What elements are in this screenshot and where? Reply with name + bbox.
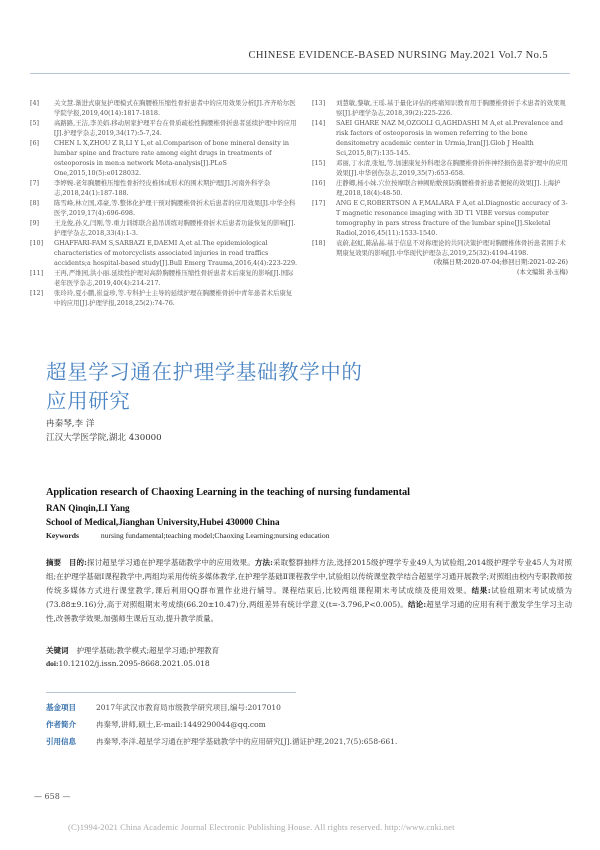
reference-item xyxy=(312,158,568,178)
reference-text: GHAFFARI-FAM S,SARBAZI E,DAEMI A,et al.The epidemiological characteristics of motorcyclists associated injuries in road traffics accidents;a hospital-based study[J].Bull Emerg Trauma,2016,4(4):223-229. xyxy=(54,239,298,267)
article-title-line-2: 应用研究 xyxy=(46,389,131,413)
reference-number: [6] xyxy=(30,139,40,147)
reference-text: 王龙俊,孙义,闫刚,等.重力训练联合悬吊训练对胸腰椎骨折术后患者功能恢复的影响[J].护理学杂志,2018,33(4):1-3. xyxy=(54,219,296,237)
citation-text: 冉秦琴,李洋.超星学习通在护理学基础教学中的应用研究[J].循证护理,2021,7(5):658-661. xyxy=(96,737,398,746)
keywords-en-text: nursing fundamental;teaching model;Chaoxing Learning;nursing education xyxy=(100,531,330,540)
fund-text: 2017年武汉市教育局市级教学研究项目,编号:2017010 xyxy=(96,703,281,712)
citation-label: 引用信息 xyxy=(46,737,76,746)
reference-item xyxy=(30,198,298,218)
reference-text: 庄静卿,杨小妹.穴位按摩联合神阙贴敷预防胸腰椎骨折患者便秘的效果[J].上海护理,2018,18(4):48-50. xyxy=(336,179,561,197)
reference-item xyxy=(30,268,298,288)
reference-number: [14] xyxy=(312,119,326,127)
article-title-en: Application research of Chaoxing Learning in the teaching of nursing fundamental xyxy=(46,487,411,498)
references-left-column xyxy=(30,98,298,308)
reference-item xyxy=(312,238,568,258)
abstract-zh xyxy=(46,556,572,626)
reference-item xyxy=(30,178,298,198)
reference-number: [10] xyxy=(30,239,44,247)
doi xyxy=(46,659,210,668)
keywords-en xyxy=(46,531,330,540)
article-title-line-1: 超星学习通在护理学基础教学中的 xyxy=(46,360,363,384)
method-text: 采取整群抽样方法,选择2015级护理学专业49人为试验组,2014级护理学专业45人为对照组;在护理学基础Ⅰ课程教学中,两组均采用传统多媒体教学,在护理学基础Ⅱ课程教学中,试验组以传统课堂教学结合超星学习通开展教学;对照组由校内专职教师按传统多媒体方式进行课堂教学,课后利用QQ群布置作业进行辅导。课程结束后,比较两组课程期末考试成绩及使用效果。 xyxy=(46,558,573,595)
article-title-zh xyxy=(46,358,363,416)
reference-text: 陈雪峰,林立国,邓豪,等.整体化护理干预对胸腰椎骨折术后患者的应用效果[J].中华全科医学,2019,17(4):696-698. xyxy=(54,199,296,217)
affiliation-en: School of Medical,Jianghan University,Hubei 430000 China xyxy=(46,517,280,527)
reference-text: CHEN L X,ZHOU Z R,LI Y L,et al.Comparison of bone mineral density in lumbar spine and fracture rate among eight drugs in treatments of osteoporosis in men:a network Meta-analysis[J].PLoS One,2015,10(5):e0128032. xyxy=(54,139,289,177)
reference-text: 李婷婉.老年胸腰椎压缩性骨折经皮椎体成形术的围术期护理[J].河南外科学杂志,2018,24(1):187-188. xyxy=(54,179,271,197)
fund-info xyxy=(46,702,281,713)
result-label: 结果: xyxy=(471,586,491,595)
authors-zh: 冉秦琴,李 洋 xyxy=(46,419,95,429)
reference-number: [16] xyxy=(312,179,326,187)
running-header: CHINESE EVIDENCE-BASED NURSING May.2021 Vol.7 No.5 xyxy=(248,50,548,61)
reference-text: SAEI GHARE NAZ M,OZGOLI G,AGHDASHI M A,et al.Prevalence and risk factors of osteoporosis in women referring to the bone densitometry academic center in Urmia,Iran[J].Glob J Health Sci,2015,8(7):135-145. xyxy=(336,119,563,157)
reference-number: [4] xyxy=(30,99,40,107)
reference-number: [15] xyxy=(312,159,326,167)
keywords-zh-label: 关键词 xyxy=(46,646,69,655)
meta-rule xyxy=(46,692,296,693)
reference-number: [17] xyxy=(312,199,326,207)
reference-number: [9] xyxy=(30,219,40,227)
reference-text: ANG E C,ROBERTSON A F,MALARA F A,et al.Diagnostic accuracy of 3-T magnetic resonance imaging with 3D T1 VIBE versus computer tomography in pars stress fracture of the lumbar spine[J].Skeletal Radiol,2016,45(11):1533-1540. xyxy=(336,199,568,237)
author-info xyxy=(46,719,266,730)
reference-item xyxy=(30,288,298,308)
reference-number: [12] xyxy=(30,289,44,297)
doi-label: doi: xyxy=(46,659,59,668)
copyright-footer: (C)1994-2021 China Academic Journal Electronic Publishing House. All rights reserved. http://www.cnki.net xyxy=(68,822,455,832)
authors-en: RAN Qinqin,LI Yang xyxy=(46,503,130,513)
goal-text: 探讨超星学习通在护理学基础教学中的应用效果。 xyxy=(86,558,255,567)
reference-item xyxy=(30,118,298,138)
reference-item xyxy=(312,118,568,158)
reference-text: 张玲玲,夏小鹏,崔益珍,等.专科护士主导的延续护理在胸腰椎骨折中青年患者术后康复中的应用[J].护理学报,2018,25(2):74-76. xyxy=(54,289,293,307)
author-info-label: 作者简介 xyxy=(46,720,76,729)
reference-number: [18] xyxy=(312,239,326,247)
reference-text: 袁蔚,赵虹,陈晶晶.基于信息不对称理论的共同决策护理对胸腰椎体骨折患者围手术期康复效果的影响[J].中华现代护理杂志,2019,25(32):4194-4198. xyxy=(336,239,566,257)
reference-number: [7] xyxy=(30,179,40,187)
result-text: 试验组期末考试成绩为(73.88±9.16)分,高于对照组期末考成绩(66.20±10.47)分,两组差异有统计学意义(t=-3.796,P<0.005)。 xyxy=(46,586,573,609)
doi-text: 10.12102/j.issn.2095-8668.2021.05.018 xyxy=(58,659,210,668)
reference-item xyxy=(30,138,298,178)
goal-label: 目的: xyxy=(68,558,87,567)
reference-number: [13] xyxy=(312,99,326,107)
reference-text: 关文慧.渐进式康复护理模式在胸腰椎压缩性骨折患者中的应用效果分析[J].齐齐哈尔医学院学报,2019,40(14):1817-1818. xyxy=(54,99,296,117)
reference-text: 刘慧敏,黎敏,王瑶.基于量化评估的疼痛知识教育用于胸腰椎骨折手术患者的效果观察[J].护理学杂志,2018,39(2):225-226. xyxy=(336,99,566,117)
references-right-column xyxy=(312,98,568,278)
reference-item xyxy=(30,218,298,238)
reference-number: [11] xyxy=(30,269,44,277)
reference-number: [8] xyxy=(30,199,40,207)
conclusion-label: 结论: xyxy=(407,600,427,609)
abstract-label: 摘要 xyxy=(46,558,62,567)
keywords-zh-text: 护理学基础;教学模式;超星学习通;护理教育 xyxy=(76,646,220,655)
reference-text: 王再,严维园,洪小丽.延续性护理对高龄胸腰椎压缩性骨折患者术后康复的影响[J].国际老年医学杂志,2019,40(4):214-217. xyxy=(54,269,294,287)
reference-text: 邓丽,丁水清,张旭,等.加速康复外科理念在胸腰椎骨折伴神经损伤患者护理中的应用效果[J].中华创伤杂志,2019,35(7):653-658. xyxy=(336,159,568,177)
keywords-en-label: Keywords xyxy=(46,531,79,540)
reference-item xyxy=(30,238,298,268)
method-label: 方法: xyxy=(254,558,273,567)
keywords-zh xyxy=(46,645,219,656)
received-revised-dates: (收稿日期:2020-07-04;修回日期:2021-02-26) xyxy=(433,259,568,266)
conclusion-text: 超星学习通的应用有利于激发学生学习主动性,改善教学效果,加强师生课后互动,提升教学质量。 xyxy=(46,600,572,623)
page-number: — 658 — xyxy=(34,792,71,801)
author-info-text: 冉秦琴,讲师,硕士,E-mail:1449290044@qq.com xyxy=(96,720,266,729)
editor-note: (本文编辑 孙玉梅) xyxy=(517,269,568,276)
header-rule xyxy=(30,73,570,74)
fund-label: 基金项目 xyxy=(46,703,76,712)
reference-item xyxy=(30,98,298,118)
citation-info xyxy=(46,736,397,747)
reference-item xyxy=(312,98,568,118)
reference-item xyxy=(312,198,568,238)
affiliation-zh: 江汉大学医学院,湖北 430000 xyxy=(46,433,162,443)
reference-item xyxy=(312,178,568,198)
reference-number: [5] xyxy=(30,119,40,127)
reference-text: 高路路,王洁,李美娟.移动居家护理平台在骨质疏松性胸腰椎骨折患者延续护理中的应用[J].护理学杂志,2019,34(17):5-7,24. xyxy=(54,119,297,137)
